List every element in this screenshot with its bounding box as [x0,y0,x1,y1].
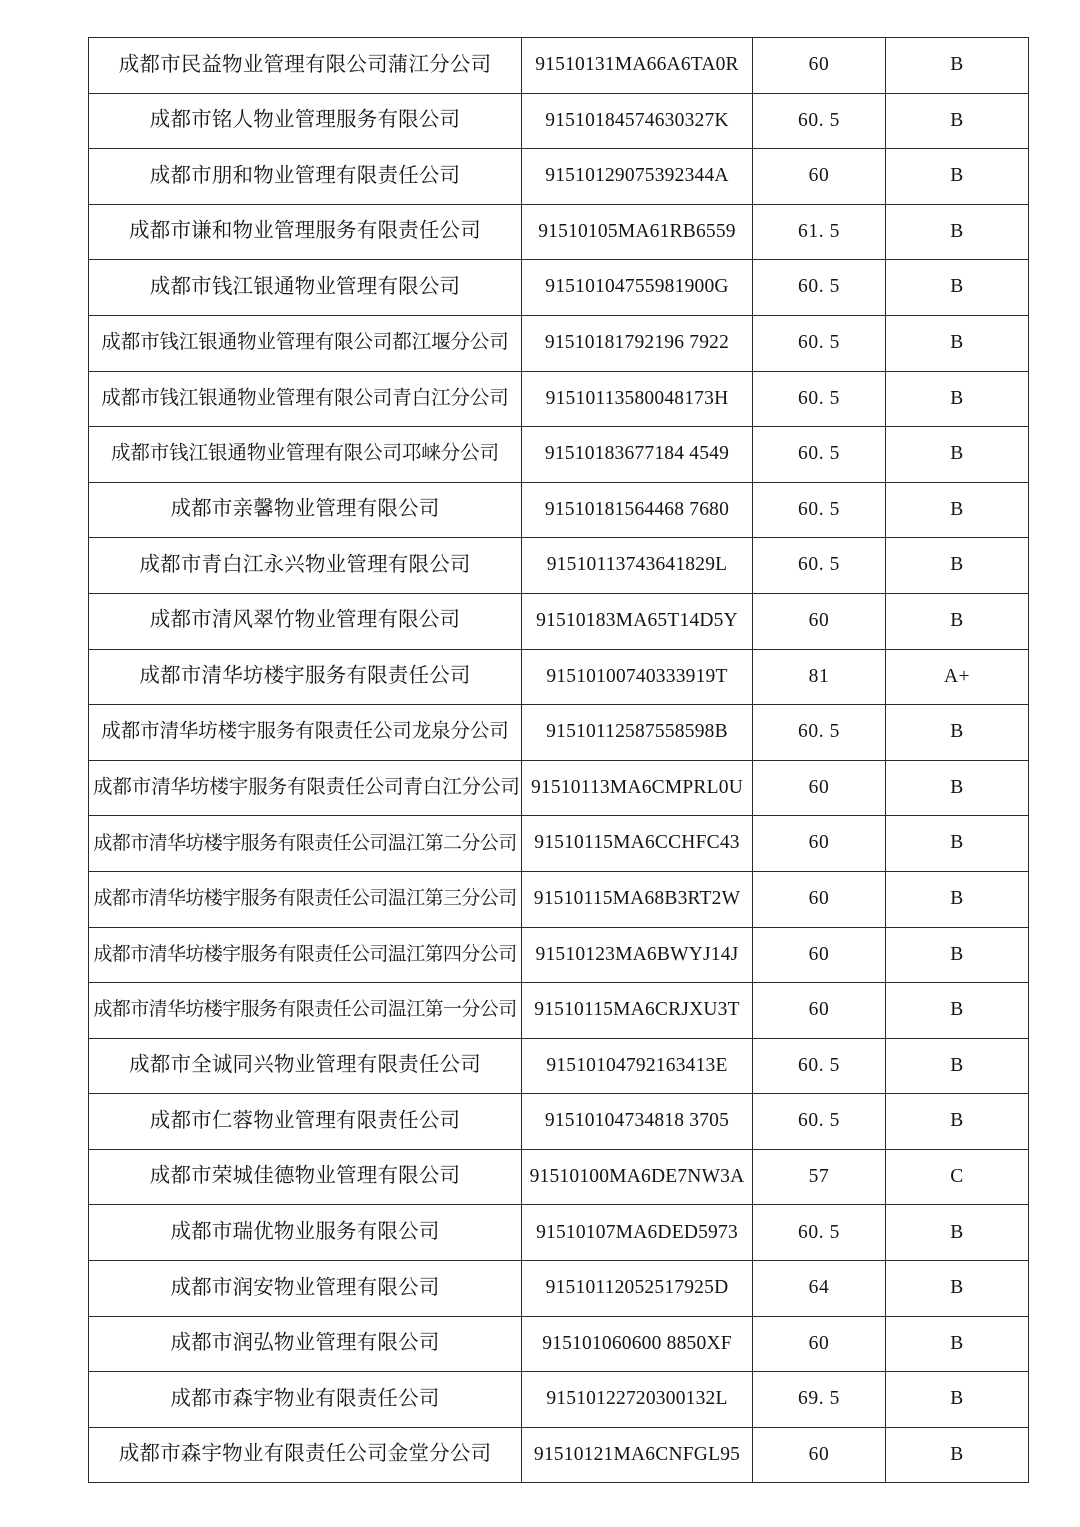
cell-company-name: 成都市森宇物业有限责任公司 [89,1372,522,1428]
rating-table-container [88,37,1028,1483]
table-row [89,816,1029,872]
cell-credit-code: 91510131MA66A6TA0R [522,38,753,94]
cell-company-name: 成都市亲馨物业管理有限公司 [89,482,522,538]
cell-grade: B [886,705,1029,761]
cell-company-name: 成都市铭人物业管理服务有限公司 [89,93,522,149]
cell-credit-code: 91510113743641829L [522,538,753,594]
cell-credit-code: 91510100740333919T [522,649,753,705]
table-row [89,593,1029,649]
cell-company-name: 成都市钱江银通物业管理有限公司青白江分公司 [89,371,522,427]
cell-company-name: 成都市清华坊楼宇服务有限责任公司温江第四分公司 [89,927,522,983]
cell-score: 60 [753,38,886,94]
table-row [89,538,1029,594]
cell-company-name: 成都市朋和物业管理有限责任公司 [89,149,522,205]
cell-credit-code: 91510115MA68B3RT2W [522,871,753,927]
table-body [89,38,1029,1483]
table-row [89,371,1029,427]
table-row [89,38,1029,94]
property-company-rating-table [88,37,1029,1483]
cell-score: 60. 5 [753,315,886,371]
cell-company-name: 成都市钱江银通物业管理有限公司都江堰分公司 [89,315,522,371]
cell-company-name: 成都市清华坊楼宇服务有限责任公司温江第一分公司 [89,983,522,1039]
table-row [89,1372,1029,1428]
cell-grade: B [886,927,1029,983]
cell-grade: B [886,1261,1029,1317]
cell-grade: B [886,1205,1029,1261]
cell-credit-code: 91510115MA6CCHFC43 [522,816,753,872]
cell-score: 57 [753,1149,886,1205]
cell-grade: B [886,1316,1029,1372]
cell-grade: B [886,816,1029,872]
cell-credit-code: 91510181792196 7922 [522,315,753,371]
table-row [89,927,1029,983]
cell-company-name: 成都市清风翠竹物业管理有限公司 [89,593,522,649]
cell-score: 60. 5 [753,427,886,483]
cell-credit-code: 91510115MA6CRJXU3T [522,983,753,1039]
cell-credit-code: 91510104792163413E [522,1038,753,1094]
cell-company-name: 成都市钱江银通物业管理有限公司 [89,260,522,316]
cell-score: 60. 5 [753,538,886,594]
cell-credit-code: 91510113MA6CMPRL0U [522,760,753,816]
cell-credit-code: 91510105MA61RB6559 [522,204,753,260]
cell-score: 60 [753,760,886,816]
cell-grade: B [886,871,1029,927]
cell-credit-code: 91510104734818 3705 [522,1094,753,1150]
cell-credit-code: 91510183MA65T14D5Y [522,593,753,649]
cell-grade: B [886,149,1029,205]
cell-company-name: 成都市钱江银通物业管理有限公司邛崃分公司 [89,427,522,483]
cell-credit-code: 91510104755981900G [522,260,753,316]
cell-grade: B [886,93,1029,149]
cell-score: 60. 5 [753,371,886,427]
cell-credit-code: 91510121MA6CNFGL95 [522,1427,753,1483]
cell-company-name: 成都市清华坊楼宇服务有限责任公司青白江分公司 [89,760,522,816]
cell-company-name: 成都市润安物业管理有限公司 [89,1261,522,1317]
table-row [89,427,1029,483]
table-row [89,260,1029,316]
cell-score: 60. 5 [753,705,886,761]
table-row [89,1261,1029,1317]
cell-grade: B [886,1372,1029,1428]
cell-credit-code: 91510183677184 4549 [522,427,753,483]
cell-credit-code: 91510122720300132L [522,1372,753,1428]
cell-grade: C [886,1149,1029,1205]
cell-credit-code: 91510112052517925D [522,1261,753,1317]
cell-company-name: 成都市民益物业管理有限公司蒲江分公司 [89,38,522,94]
table-row [89,315,1029,371]
cell-grade: B [886,593,1029,649]
cell-score: 69. 5 [753,1372,886,1428]
cell-credit-code: 91510123MA6BWYJ14J [522,927,753,983]
cell-company-name: 成都市瑞优物业服务有限公司 [89,1205,522,1261]
cell-grade: B [886,315,1029,371]
cell-score: 60 [753,816,886,872]
cell-score: 60. 5 [753,260,886,316]
cell-company-name: 成都市青白江永兴物业管理有限公司 [89,538,522,594]
cell-score: 60. 5 [753,1038,886,1094]
cell-grade: B [886,204,1029,260]
cell-score: 60 [753,871,886,927]
table-row [89,983,1029,1039]
cell-company-name: 成都市森宇物业有限责任公司金堂分公司 [89,1427,522,1483]
table-row [89,1094,1029,1150]
cell-grade: B [886,427,1029,483]
cell-score: 60. 5 [753,1094,886,1150]
cell-score: 60 [753,593,886,649]
cell-grade: B [886,371,1029,427]
cell-score: 61. 5 [753,204,886,260]
cell-company-name: 成都市清华坊楼宇服务有限责任公司温江第二分公司 [89,816,522,872]
cell-grade: A+ [886,649,1029,705]
cell-company-name: 成都市谦和物业管理服务有限责任公司 [89,204,522,260]
cell-company-name: 成都市仁蓉物业管理有限责任公司 [89,1094,522,1150]
cell-score: 64 [753,1261,886,1317]
cell-grade: B [886,538,1029,594]
table-row [89,1316,1029,1372]
cell-score: 60. 5 [753,482,886,538]
cell-company-name: 成都市清华坊楼宇服务有限责任公司龙泉分公司 [89,705,522,761]
table-row [89,93,1029,149]
table-row [89,1205,1029,1261]
table-row [89,760,1029,816]
cell-grade: B [886,1094,1029,1150]
table-row [89,149,1029,205]
cell-company-name: 成都市清华坊楼宇服务有限责任公司温江第三分公司 [89,871,522,927]
cell-company-name: 成都市荣城佳德物业管理有限公司 [89,1149,522,1205]
cell-company-name: 成都市润弘物业管理有限公司 [89,1316,522,1372]
cell-score: 60 [753,1427,886,1483]
cell-credit-code: 91510107MA6DED5973 [522,1205,753,1261]
cell-credit-code: 91510181564468 7680 [522,482,753,538]
cell-credit-code: 91510112587558598B [522,705,753,761]
cell-score: 81 [753,649,886,705]
cell-grade: B [886,1427,1029,1483]
cell-grade: B [886,260,1029,316]
table-row [89,204,1029,260]
cell-credit-code: 91510113580048173H [522,371,753,427]
table-row [89,705,1029,761]
cell-grade: B [886,482,1029,538]
cell-score: 60. 5 [753,1205,886,1261]
cell-grade: B [886,1038,1029,1094]
cell-credit-code: 91510100MA6DE7NW3A [522,1149,753,1205]
table-row [89,649,1029,705]
table-row [89,1038,1029,1094]
cell-score: 60 [753,1316,886,1372]
cell-company-name: 成都市全诚同兴物业管理有限责任公司 [89,1038,522,1094]
cell-grade: B [886,983,1029,1039]
cell-credit-code: 91510129075392344A [522,149,753,205]
cell-company-name: 成都市清华坊楼宇服务有限责任公司 [89,649,522,705]
cell-credit-code: 915101060600 8850XF [522,1316,753,1372]
table-row [89,1427,1029,1483]
cell-score: 60. 5 [753,93,886,149]
table-row [89,1149,1029,1205]
cell-score: 60 [753,927,886,983]
cell-score: 60 [753,983,886,1039]
cell-credit-code: 91510184574630327K [522,93,753,149]
cell-grade: B [886,760,1029,816]
cell-grade: B [886,38,1029,94]
table-row [89,871,1029,927]
cell-score: 60 [753,149,886,205]
table-row [89,482,1029,538]
